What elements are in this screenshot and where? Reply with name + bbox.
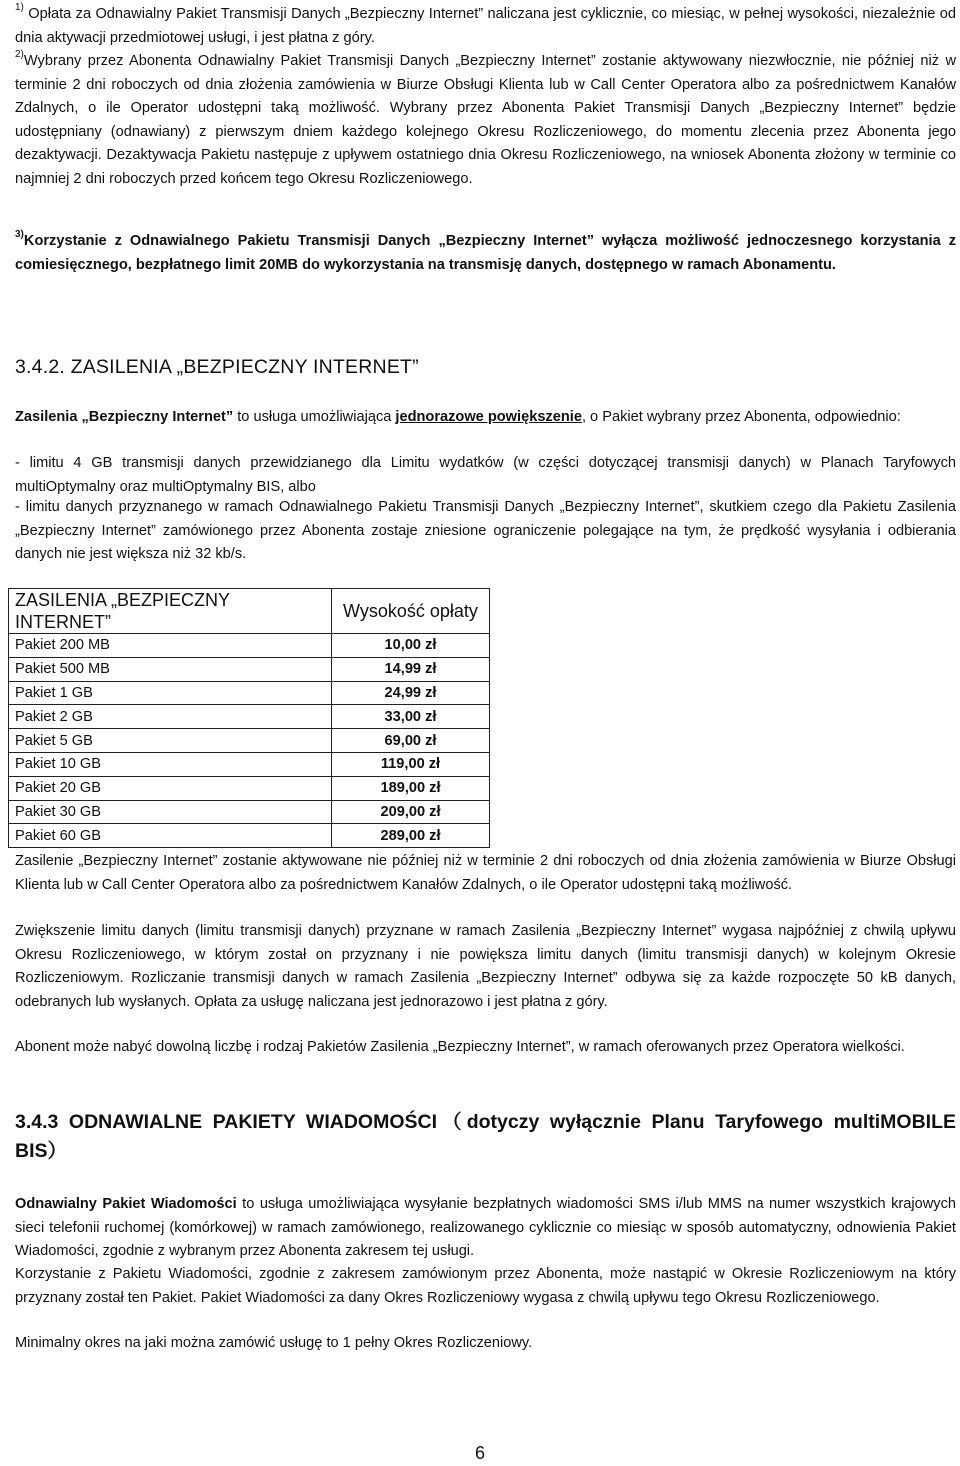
table-row [9,681,490,705]
page-number: 6 [474,1443,485,1463]
row-price: 10,00 zł [332,634,490,658]
section-342-bullet-1: - limitu 4 GB transmisji danych przewidzianego dla Limitu wydatków (w części dotyczącej transmisji danych) w Planach Taryfowych multiOptymalny oraz multiOptymalny BIS, albo [15,455,956,495]
section-342-any-number: Abonent może nabyć dowolną liczbę i rodzaj Pakietów Zasilenia „Bezpieczny Internet”, w ramach oferowanych przez Operatora wielkości. [15,1039,905,1055]
section-342-intro-end: , o Pakiet wybrany przez Abonenta, odpowiednio: [581,409,901,425]
section-343-minimum: Minimalny okres na jaki można zamówić usługę to 1 pełny Okres Rozliczeniowy. [15,1335,533,1351]
section-342-intro [15,406,956,430]
footnote-1-text: Opłata za Odnawialny Pakiet Transmisji Danych „Bezpieczny Internet” naliczana jest cyklicznie, co miesiąc, w pełnej wysokości, niezależnie od dnia aktywacji przedmiotowej usługi, i jest płatna z góry. [15,6,957,46]
row-price: 119,00 zł [332,752,490,776]
table-row [9,752,490,776]
table-row [9,657,490,681]
section-343-heading: 3.4.3 ODNAWIALNE PAKIETY WIADOMOŚCI（dotyczy wyłącznie Planu Taryfowego multiMOBILE BIS） [15,1111,956,1162]
row-name: Pakiet 500 MB [9,657,332,681]
section-342-expiry: Zwiększenie limitu danych (limitu transmisji danych) przyznane w ramach Zasilenia „Bezpieczny Internet” wygasa najpóźniej z chwilą upływu Okresu Rozliczeniowego, w którym został on przyznany i nie powiększa limitu danych (limitu transmisji danych) w kolejnym Okresie Rozliczeniowym. Rozliczanie transmisji danych w ramach Zasilenia „Bezpieczny Internet” odbywa się za każde rozpoczęte 50 kB danych, odebranych lub wysłanych. Opłata za usługę naliczana jest jednorazowo i jest płatna z góry. [15,923,956,1010]
row-price: 189,00 zł [332,776,490,800]
row-name: Pakiet 1 GB [9,681,332,705]
row-name: Pakiet 60 GB [9,824,332,848]
section-342-intro-emph: jednorazowe powiększenie [395,409,582,425]
table-row [9,824,490,848]
row-name: Pakiet 200 MB [9,634,332,658]
row-price: 24,99 zł [332,681,490,705]
table-row [9,729,490,753]
row-name: Pakiet 2 GB [9,705,332,729]
section-342-heading: 3.4.2. ZASILENIA „BEZPIECZNY INTERNET” [15,356,419,378]
section-342-intro-term: Zasilenia „Bezpieczny Internet” [15,409,234,425]
section-343-intro [15,1193,956,1264]
price-table [8,588,490,848]
row-name: Pakiet 30 GB [9,800,332,824]
footnote-2 [15,50,956,192]
row-name: Pakiet 10 GB [9,752,332,776]
row-price: 33,00 zł [332,705,490,729]
footnote-1-marker: 1) [15,2,24,14]
footnote-3 [15,230,956,277]
row-price: 209,00 zł [332,800,490,824]
row-price: 289,00 zł [332,824,490,848]
footnote-2-marker: 2) [15,49,24,61]
section-343-intro-rest: to usługa umożliwiająca wysyłanie bezpłatnych wiadomości SMS i/lub MMS na numer wszystkich krajowych sieci telefonii ruchomej (komórkowej) w ramach zamówionego, realizowanego cyklicznie co miesiąc w sposób automatyczny, odnowienia Pakiet Wiadomości, zgodnie z wybranym przez Abonenta zakresem tej usługi. [15,1196,956,1260]
price-table-header-name: ZASILENIA „BEZPIECZNY INTERNET” [9,589,332,634]
row-price: 69,00 zł [332,729,490,753]
price-table-header-price: Wysokość opłaty [332,589,490,634]
row-name: Pakiet 20 GB [9,776,332,800]
footnote-3-marker: 3) [15,229,24,241]
table-row [9,705,490,729]
row-price: 14,99 zł [332,657,490,681]
footnote-2-text: Wybrany przez Abonenta Odnawialny Pakiet Transmisji Danych „Bezpieczny Internet” zostanie aktywowany niezwłocznie, nie później niż w terminie 2 dni roboczych od dnia złożenia zamówienia w Biurze Obsługi Klienta lub w Call Center Operatora albo za pośrednictwem Kanałów Zdalnych, o ile Operator udostępni taką możliwość. Wybrany przez Abonenta Pakiet Transmisji Danych „Bezpieczny Internet” będzie udostępniany (odnawiany) z pierwszym dniem każdego kolejnego Okresu Rozliczeniowego, do momentu zlecenia przez Abonenta jego dezaktywacji. Dezaktywacja Pakietu następuje z upływem ostatniego dnia Okresu Rozliczeniowego, na wniosek Abonenta złożony w terminie co najmniej 2 dni roboczych przed końcem tego Okresu Rozliczeniowego. [15,53,956,187]
table-row [9,776,490,800]
table-row [9,800,490,824]
section-342-activation: Zasilenie „Bezpieczny Internet” zostanie aktywowane nie później niż w terminie 2 dni roboczych od dnia złożenia zamówienia w Biurze Obsługi Klienta lub w Call Center Operatora albo za pośrednictwem Kanałów Zdalnych, o ile Operator udostępni taką możliwość. [15,853,956,893]
section-343-intro-term: Odnawialny Pakiet Wiadomości [15,1196,237,1212]
section-343-usage: Korzystanie z Pakietu Wiadomości, zgodnie z zakresem zamówionym przez Abonenta, może nastąpić w Okresie Rozliczeniowym na który przyznany został ten Pakiet. Pakiet Wiadomości za dany Okres Rozliczeniowy wygasa z chwilą upływu tego Okresu Rozliczeniowego. [15,1266,956,1306]
row-name: Pakiet 5 GB [9,729,332,753]
section-342-intro-mid: to usługa umożliwiająca [233,409,396,425]
section-342-bullet-2: - limitu danych przyznanego w ramach Odnawialnego Pakietu Transmisji Danych „Bezpieczny Internet”, skutkiem czego dla Pakietu Zasilenia „Bezpieczny Internet” zamówionego przez Abonenta zostaje zniesione ograniczenie polegające na tym, że prędkość wysyłania i odbierania danych nie jest większa niż 32 kb/s. [15,499,956,563]
price-table-header-row [9,589,490,634]
table-row [9,634,490,658]
footnote-1 [15,3,956,50]
footnote-3-text: Korzystanie z Odnawialnego Pakietu Transmisji Danych „Bezpieczny Internet” wyłącza możliwość jednoczesnego korzystania z comiesięcznego, bezpłatnego limit 20MB do wykorzystania na transmisję danych, dostępnego w ramach Abonamentu. [15,233,956,273]
